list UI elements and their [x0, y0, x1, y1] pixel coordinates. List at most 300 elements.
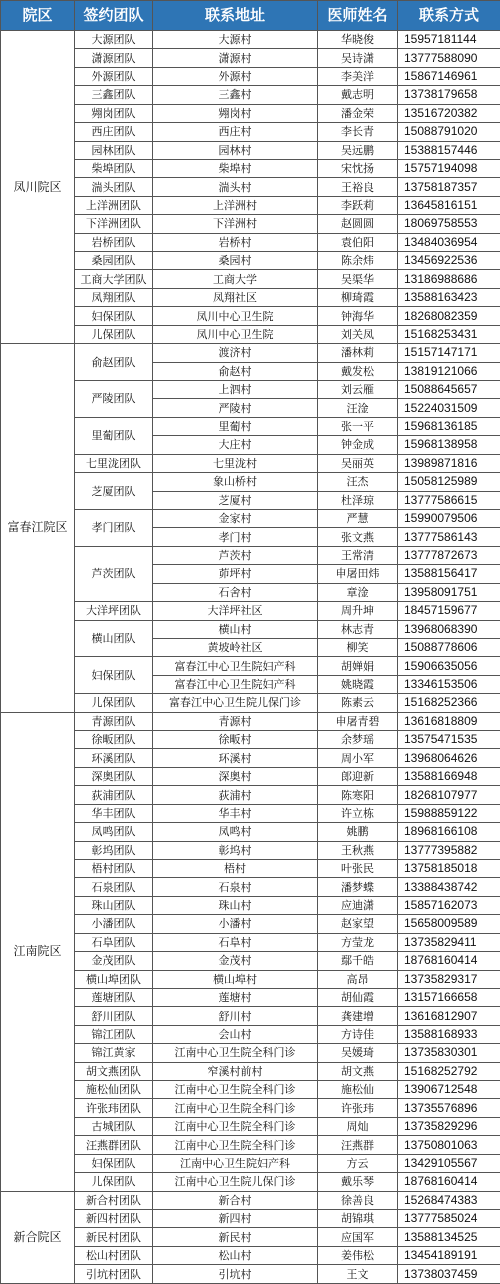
- doctor-cell: 钟金成: [318, 436, 398, 454]
- address-cell: 芝厦村: [153, 491, 318, 509]
- doctor-cell: 袁伯阳: [318, 233, 398, 251]
- team-cell: 梧村团队: [75, 859, 153, 877]
- doctor-cell: 应国军: [318, 1228, 398, 1246]
- phone-cell: 13750801063: [398, 1136, 500, 1154]
- district-cell: 新合院区: [1, 1191, 75, 1283]
- phone-cell: 13516720382: [398, 104, 500, 122]
- table-row: [1, 196, 500, 214]
- doctor-cell: 王常清: [318, 546, 398, 564]
- doctor-cell: 申屠青碧: [318, 712, 398, 730]
- table-body: [1, 31, 500, 1284]
- header-district: 院区: [1, 1, 75, 31]
- team-cell: 潇源团队: [75, 49, 153, 67]
- doctor-cell: 吴媛琦: [318, 1044, 398, 1062]
- team-cell: 儿保团队: [75, 1173, 153, 1191]
- address-cell: 渡济村: [153, 344, 318, 362]
- doctor-cell: 方莹龙: [318, 933, 398, 951]
- table-row: [1, 878, 500, 896]
- doctor-cell: 胡锦琪: [318, 1210, 398, 1228]
- team-cell: 舒川团队: [75, 1007, 153, 1025]
- address-cell: 华丰村: [153, 804, 318, 822]
- phone-cell: 13735829317: [398, 970, 500, 988]
- team-cell: 凤翔团队: [75, 288, 153, 306]
- phone-cell: 13819121066: [398, 362, 500, 380]
- table-row: [1, 233, 500, 251]
- phone-cell: 13738037459: [398, 1265, 500, 1284]
- doctor-cell: 陈素云: [318, 694, 398, 712]
- table-row: [1, 1081, 500, 1099]
- doctor-cell: 林志青: [318, 620, 398, 638]
- address-cell: 江南中心卫生院全科门诊: [153, 1044, 318, 1062]
- phone-cell: 15168253431: [398, 325, 500, 343]
- phone-cell: 13186988686: [398, 270, 500, 288]
- team-cell: 小潘团队: [75, 915, 153, 933]
- address-cell: 潇源村: [153, 49, 318, 67]
- team-cell: 翙岗团队: [75, 104, 153, 122]
- table-row: [1, 1007, 500, 1025]
- doctor-cell: 周小军: [318, 749, 398, 767]
- doctor-cell: 华晓俊: [318, 31, 398, 49]
- address-cell: 江南中心卫生院全科门诊: [153, 1099, 318, 1117]
- address-cell: 环溪村: [153, 749, 318, 767]
- address-cell: 湍头村: [153, 178, 318, 196]
- doctor-cell: 赵家望: [318, 915, 398, 933]
- phone-cell: 13958091751: [398, 583, 500, 601]
- phone-cell: 15168252366: [398, 694, 500, 712]
- phone-cell: 13738179658: [398, 86, 500, 104]
- district-cell: 富春江院区: [1, 344, 75, 712]
- doctor-cell: 吴丽英: [318, 454, 398, 472]
- address-cell: 三鑫村: [153, 86, 318, 104]
- team-cell: 七里泷团队: [75, 454, 153, 472]
- phone-cell: 18968166108: [398, 823, 500, 841]
- team-cell: 胡文燕团队: [75, 1062, 153, 1080]
- address-cell: 俞赵村: [153, 362, 318, 380]
- address-cell: 金茂村: [153, 952, 318, 970]
- address-cell: 凤川中心卫生院: [153, 325, 318, 343]
- address-cell: 梧村: [153, 859, 318, 877]
- doctor-cell: 陈寒阳: [318, 786, 398, 804]
- address-cell: 大庄村: [153, 436, 318, 454]
- team-cell: 新民村团队: [75, 1228, 153, 1246]
- table-header: [1, 1, 500, 31]
- table-row: [1, 823, 500, 841]
- table-row: [1, 804, 500, 822]
- address-cell: 七里泷村: [153, 454, 318, 472]
- doctor-cell: 许立栋: [318, 804, 398, 822]
- team-cell: 大洋坪团队: [75, 602, 153, 620]
- table-row: [1, 270, 500, 288]
- table-row: [1, 215, 500, 233]
- table-row: [1, 712, 500, 730]
- phone-cell: 13588168933: [398, 1025, 500, 1043]
- doctor-cell: 鄢千皓: [318, 952, 398, 970]
- phone-cell: 18768160414: [398, 1173, 500, 1191]
- phone-cell: 13454189191: [398, 1246, 500, 1264]
- team-cell: 石泉团队: [75, 878, 153, 896]
- table-row: [1, 1210, 500, 1228]
- phone-cell: 13588163423: [398, 288, 500, 306]
- phone-cell: 13968068390: [398, 620, 500, 638]
- address-cell: 莲塘村: [153, 988, 318, 1006]
- doctor-cell: 汪燕群: [318, 1136, 398, 1154]
- address-cell: 大源村: [153, 31, 318, 49]
- doctor-cell: 方诗佳: [318, 1025, 398, 1043]
- team-cell: 新合村团队: [75, 1191, 153, 1209]
- doctor-cell: 潘金荣: [318, 104, 398, 122]
- address-cell: 翙岗村: [153, 104, 318, 122]
- doctor-cell: 赵圆圆: [318, 215, 398, 233]
- address-cell: 江南中心卫生院全科门诊: [153, 1117, 318, 1135]
- phone-cell: 13484036954: [398, 233, 500, 251]
- phone-cell: 15988859122: [398, 804, 500, 822]
- doctor-cell: 姜伟松: [318, 1246, 398, 1264]
- address-cell: 岩桥村: [153, 233, 318, 251]
- team-cell: 里葡团队: [75, 417, 153, 454]
- address-cell: 小潘村: [153, 915, 318, 933]
- doctor-cell: 李长青: [318, 123, 398, 141]
- doctor-cell: 高昂: [318, 970, 398, 988]
- table-row: [1, 473, 500, 491]
- address-cell: 松山村: [153, 1246, 318, 1264]
- doctor-cell: 郎迎新: [318, 767, 398, 785]
- doctor-cell: 周灿: [318, 1117, 398, 1135]
- team-cell: 引坑村团队: [75, 1265, 153, 1284]
- phone-cell: 15268474383: [398, 1191, 500, 1209]
- team-cell: 深奥团队: [75, 767, 153, 785]
- phone-cell: 13429105567: [398, 1154, 500, 1172]
- address-cell: 柴埠村: [153, 159, 318, 177]
- team-cell: 荻浦团队: [75, 786, 153, 804]
- doctor-cell: 陈余炜: [318, 252, 398, 270]
- doctor-cell: 徐善良: [318, 1191, 398, 1209]
- phone-cell: 13906712548: [398, 1081, 500, 1099]
- address-cell: 凤川中心卫生院: [153, 307, 318, 325]
- phone-cell: 15088791020: [398, 123, 500, 141]
- address-cell: 金家村: [153, 509, 318, 527]
- doctor-cell: 张文燕: [318, 528, 398, 546]
- doctor-cell: 杜泽琼: [318, 491, 398, 509]
- doctor-cell: 王秋燕: [318, 841, 398, 859]
- doctor-cell: 章淦: [318, 583, 398, 601]
- team-cell: 孝门团队: [75, 509, 153, 546]
- address-cell: 新四村: [153, 1210, 318, 1228]
- address-cell: 荻浦村: [153, 786, 318, 804]
- phone-cell: 15088778606: [398, 638, 500, 656]
- header-address: 联系地址: [153, 1, 318, 31]
- header-team: 签约团队: [75, 1, 153, 31]
- table-row: [1, 381, 500, 399]
- doctor-cell: 戴发松: [318, 362, 398, 380]
- doctor-cell: 许张玮: [318, 1099, 398, 1117]
- header-doctor: 医师姓名: [318, 1, 398, 31]
- address-cell: 黄坡岭社区: [153, 638, 318, 656]
- team-cell: 柴埠团队: [75, 159, 153, 177]
- phone-cell: 13588134525: [398, 1228, 500, 1246]
- table-row: [1, 1246, 500, 1264]
- team-cell: 古城团队: [75, 1117, 153, 1135]
- doctor-cell: 胡文燕: [318, 1062, 398, 1080]
- table-row: [1, 602, 500, 620]
- phone-cell: 18268107977: [398, 786, 500, 804]
- phone-cell: 15058125989: [398, 473, 500, 491]
- phone-cell: 13777395882: [398, 841, 500, 859]
- doctor-cell: 戴志明: [318, 86, 398, 104]
- phone-cell: 15968138958: [398, 436, 500, 454]
- phone-cell: 13735829411: [398, 933, 500, 951]
- team-cell: 工商大学团队: [75, 270, 153, 288]
- phone-cell: 15968136185: [398, 417, 500, 435]
- phone-cell: 13346153506: [398, 675, 500, 693]
- phone-cell: 13575471535: [398, 731, 500, 749]
- team-cell: 华丰团队: [75, 804, 153, 822]
- phone-cell: 15757194098: [398, 159, 500, 177]
- doctor-cell: 龚建增: [318, 1007, 398, 1025]
- table-row: [1, 104, 500, 122]
- address-cell: 石泉村: [153, 878, 318, 896]
- doctor-cell: 姚鹏: [318, 823, 398, 841]
- table-row: [1, 509, 500, 527]
- team-cell: 芝厦团队: [75, 473, 153, 510]
- address-cell: 园林村: [153, 141, 318, 159]
- table-row: [1, 952, 500, 970]
- doctor-cell: 吴远鹏: [318, 141, 398, 159]
- address-cell: 凤鸣村: [153, 823, 318, 841]
- phone-cell: 13456922536: [398, 252, 500, 270]
- team-cell: 新四村团队: [75, 1210, 153, 1228]
- phone-cell: 13616818809: [398, 712, 500, 730]
- address-cell: 大洋坪社区: [153, 602, 318, 620]
- team-cell: 西庄团队: [75, 123, 153, 141]
- team-cell: 妇保团队: [75, 1154, 153, 1172]
- phone-cell: 13616812907: [398, 1007, 500, 1025]
- phone-cell: 13645816151: [398, 196, 500, 214]
- doctor-cell: 周升坤: [318, 602, 398, 620]
- doctor-cell: 胡仙霞: [318, 988, 398, 1006]
- table-row: [1, 288, 500, 306]
- phone-cell: 13758185018: [398, 859, 500, 877]
- doctor-cell: 姚晓霞: [318, 675, 398, 693]
- phone-cell: 15990079506: [398, 509, 500, 527]
- phone-cell: 15867146961: [398, 67, 500, 85]
- doctor-cell: 余梦瑶: [318, 731, 398, 749]
- phone-cell: 13777586143: [398, 528, 500, 546]
- table-row: [1, 178, 500, 196]
- table-row: [1, 31, 500, 49]
- table-row: [1, 1044, 500, 1062]
- address-cell: 江南中心卫生院儿保门诊: [153, 1173, 318, 1191]
- phone-cell: 15388157446: [398, 141, 500, 159]
- table-row: [1, 731, 500, 749]
- district-cell: 江南院区: [1, 712, 75, 1191]
- team-cell: 青源团队: [75, 712, 153, 730]
- table-row: [1, 988, 500, 1006]
- doctor-cell: 李美洋: [318, 67, 398, 85]
- team-cell: 许张玮团队: [75, 1099, 153, 1117]
- table-row: [1, 1265, 500, 1284]
- header-phone: 联系方式: [398, 1, 500, 31]
- phone-cell: 18768160414: [398, 952, 500, 970]
- table-row: [1, 159, 500, 177]
- table-row: [1, 786, 500, 804]
- team-cell: 凤鸣团队: [75, 823, 153, 841]
- phone-cell: 18268082359: [398, 307, 500, 325]
- table-row: [1, 123, 500, 141]
- address-cell: 石阜村: [153, 933, 318, 951]
- doctor-cell: 刘关凤: [318, 325, 398, 343]
- address-cell: 里葡村: [153, 417, 318, 435]
- table-row: [1, 141, 500, 159]
- table-row: [1, 841, 500, 859]
- doctor-cell: 方云: [318, 1154, 398, 1172]
- table-row: [1, 933, 500, 951]
- doctor-cell: 刘云雁: [318, 381, 398, 399]
- phone-cell: 13388438742: [398, 878, 500, 896]
- table-row: [1, 325, 500, 343]
- table-row: [1, 620, 500, 638]
- table-row: [1, 970, 500, 988]
- team-cell: 妇保团队: [75, 657, 153, 694]
- team-cell: 横山埠团队: [75, 970, 153, 988]
- table-row: [1, 657, 500, 675]
- address-cell: 孝门村: [153, 528, 318, 546]
- doctor-cell: 胡婵娟: [318, 657, 398, 675]
- phone-cell: 13777585024: [398, 1210, 500, 1228]
- doctor-cell: 严慧: [318, 509, 398, 527]
- doctor-cell: 汪杰: [318, 473, 398, 491]
- team-cell: 上洋洲团队: [75, 196, 153, 214]
- phone-cell: 13777588090: [398, 49, 500, 67]
- address-cell: 茆坪村: [153, 565, 318, 583]
- team-cell: 外源团队: [75, 67, 153, 85]
- team-cell: 芦茨团队: [75, 546, 153, 601]
- team-cell: 石阜团队: [75, 933, 153, 951]
- team-cell: 环溪团队: [75, 749, 153, 767]
- team-cell: 三鑫团队: [75, 86, 153, 104]
- address-cell: 窄溪村前村: [153, 1062, 318, 1080]
- address-cell: 石舍村: [153, 583, 318, 601]
- team-cell: 松山村团队: [75, 1246, 153, 1264]
- doctor-cell: 潘林莉: [318, 344, 398, 362]
- team-cell: 大源团队: [75, 31, 153, 49]
- address-cell: 新民村: [153, 1228, 318, 1246]
- address-cell: 珠山村: [153, 896, 318, 914]
- phone-cell: 15168252792: [398, 1062, 500, 1080]
- table-row: [1, 1025, 500, 1043]
- table-row: [1, 1062, 500, 1080]
- table-row: [1, 67, 500, 85]
- address-cell: 新合村: [153, 1191, 318, 1209]
- team-cell: 湍头团队: [75, 178, 153, 196]
- phone-cell: 13968064626: [398, 749, 500, 767]
- team-cell: 彰坞团队: [75, 841, 153, 859]
- phone-cell: 13588156417: [398, 565, 500, 583]
- table-row: [1, 896, 500, 914]
- team-cell: 严陵团队: [75, 381, 153, 418]
- address-cell: 青源村: [153, 712, 318, 730]
- phone-cell: 15658009589: [398, 915, 500, 933]
- doctor-cell: 戴乐琴: [318, 1173, 398, 1191]
- team-cell: 徐畈团队: [75, 731, 153, 749]
- header-row: [1, 1, 500, 31]
- address-cell: 江南中心卫生院妇产科: [153, 1154, 318, 1172]
- doctor-cell: 柳琦霞: [318, 288, 398, 306]
- table-row: [1, 1228, 500, 1246]
- team-cell: 儿保团队: [75, 694, 153, 712]
- address-cell: 富春江中心卫生院儿保门诊: [153, 694, 318, 712]
- team-cell: 儿保团队: [75, 325, 153, 343]
- table-row: [1, 307, 500, 325]
- address-cell: 西庄村: [153, 123, 318, 141]
- doctor-cell: 应迪潇: [318, 896, 398, 914]
- team-cell: 横山团队: [75, 620, 153, 657]
- address-cell: 象山桥村: [153, 473, 318, 491]
- phone-cell: 15857162073: [398, 896, 500, 914]
- team-cell: 桑园团队: [75, 252, 153, 270]
- team-cell: 莲塘团队: [75, 988, 153, 1006]
- address-cell: 会山村: [153, 1025, 318, 1043]
- phone-cell: 13758187357: [398, 178, 500, 196]
- phone-cell: 18069758553: [398, 215, 500, 233]
- doctor-cell: 张一平: [318, 417, 398, 435]
- table-row: [1, 767, 500, 785]
- team-cell: 妇保团队: [75, 307, 153, 325]
- phone-cell: 13735576896: [398, 1099, 500, 1117]
- address-cell: 江南中心卫生院全科门诊: [153, 1136, 318, 1154]
- doctor-cell: 吴诗潇: [318, 49, 398, 67]
- doctor-cell: 王文: [318, 1265, 398, 1284]
- table-row: [1, 1136, 500, 1154]
- team-cell: 珠山团队: [75, 896, 153, 914]
- table-row: [1, 859, 500, 877]
- address-cell: 芦茨村: [153, 546, 318, 564]
- address-cell: 横山村: [153, 620, 318, 638]
- doctor-cell: 施松仙: [318, 1081, 398, 1099]
- address-cell: 舒川村: [153, 1007, 318, 1025]
- address-cell: 横山埠村: [153, 970, 318, 988]
- team-cell: 俞赵团队: [75, 344, 153, 381]
- phone-cell: 13777586615: [398, 491, 500, 509]
- phone-cell: 13989871816: [398, 454, 500, 472]
- table-row: [1, 86, 500, 104]
- address-cell: 徐畈村: [153, 731, 318, 749]
- address-cell: 凤翔社区: [153, 288, 318, 306]
- table-row: [1, 1173, 500, 1191]
- address-cell: 外源村: [153, 67, 318, 85]
- address-cell: 上泗村: [153, 381, 318, 399]
- table-row: [1, 417, 500, 435]
- address-cell: 严陵村: [153, 399, 318, 417]
- doctor-cell: 钟海华: [318, 307, 398, 325]
- table-row: [1, 49, 500, 67]
- address-cell: 富春江中心卫生院妇产科: [153, 657, 318, 675]
- team-cell: 汪燕群团队: [75, 1136, 153, 1154]
- phone-cell: 15906635056: [398, 657, 500, 675]
- team-cell: 园林团队: [75, 141, 153, 159]
- phone-cell: 15224031509: [398, 399, 500, 417]
- phone-cell: 18457159677: [398, 602, 500, 620]
- table-row: [1, 1099, 500, 1117]
- district-cell: 凤川院区: [1, 31, 75, 344]
- doctor-cell: 潘梦蝶: [318, 878, 398, 896]
- doctor-cell: 柳笑: [318, 638, 398, 656]
- team-cell: 下洋洲团队: [75, 215, 153, 233]
- doctor-cell: 宋忱扬: [318, 159, 398, 177]
- doctor-cell: 王裕良: [318, 178, 398, 196]
- phone-cell: 13157166658: [398, 988, 500, 1006]
- address-cell: 江南中心卫生院全科门诊: [153, 1081, 318, 1099]
- phone-cell: 13735830301: [398, 1044, 500, 1062]
